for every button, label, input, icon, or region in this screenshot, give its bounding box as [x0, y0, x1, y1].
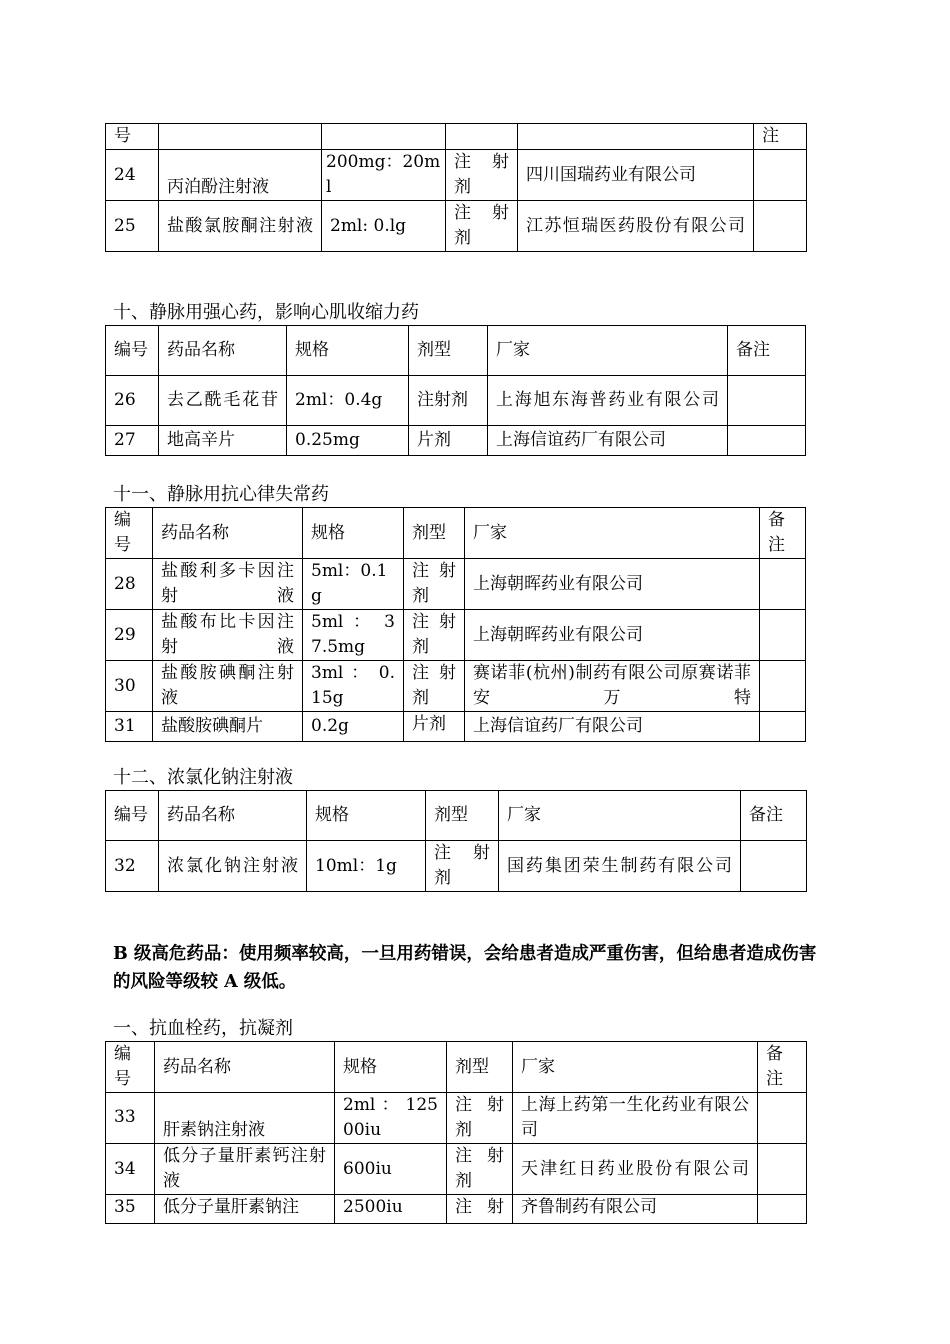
table-continuation: [105, 123, 807, 252]
table-row: 35 低分子量肝素钠注 2500iu 注 射 齐鲁制药有限公司: [106, 1195, 807, 1224]
section11-table-wrap: [105, 507, 806, 742]
table-row: 28 盐酸利多卡因注射液 5ml：0.1g 注射剂 上海朝晖药业有限公司: [106, 559, 806, 610]
drug-table: [105, 507, 806, 742]
table-row: 31 盐酸胺碘酮片 0.2g 片剂 上海信谊药厂有限公司: [106, 712, 806, 742]
section-title: 十一、静脉用抗心律失常药: [113, 484, 329, 505]
table-row: 25 盐酸氯胺酮注射液 2ml: 0.lg 注 射 剂 江苏恒瑞医药股份有限公司: [106, 201, 807, 252]
b-level-description: B 级高危药品：使用频率较高，一旦用药错误，会给患者造成严重伤害，但给患者造成伤害的风险等级较 A 级低。: [113, 944, 817, 992]
drug-table: [105, 325, 806, 456]
table-row: 24 丙泊酚注射液 200mg：20ml 注 射 剂 四川国瑞药业有限公司: [106, 150, 807, 201]
drug-table: [105, 790, 807, 892]
table-row: 34 低分子量肝素钙注射液 600iu 注 射 剂 天津红日药业股份有限公司: [106, 1144, 807, 1195]
table-header: 编号 药品名称 规格 剂型 厂家 备注: [106, 1042, 807, 1093]
drug-table: [105, 1041, 807, 1224]
table-row: 27 地高辛片 0.25mg 片剂 上海信谊药厂有限公司: [106, 426, 806, 456]
table-row: 30 盐酸胺碘酮注射液 3ml ： 0.15g 注射剂 赛诺菲(杭州)制药有限公司原赛诺菲安万特: [106, 661, 806, 712]
table-header: 编号 药品名称 规格 剂型 厂家 备注: [106, 791, 807, 841]
section-title: 十二、浓氯化钠注射液: [113, 767, 293, 788]
table-row: 26 去乙酰毛花苷 2ml：0.4g 注射剂 上海旭东海普药业有限公司: [106, 376, 806, 426]
section10-table-wrap: [105, 325, 806, 456]
drug-table-continued: [105, 123, 807, 252]
table-header-tail: 号 注: [106, 124, 807, 150]
section12-table-wrap: [105, 790, 807, 892]
sectionB1-table-wrap: [105, 1041, 807, 1224]
section-title: 一、抗血栓药，抗凝剂: [113, 1018, 293, 1039]
table-header: 编号 药品名称 规格 剂型 厂家 备注: [106, 326, 806, 376]
table-row: 29 盐酸布比卡因注射液 5ml ： 37.5mg 注射剂 上海朝晖药业有限公司: [106, 610, 806, 661]
section-title: 十、静脉用强心药，影响心肌收缩力药: [113, 302, 419, 323]
table-row: 32 浓氯化钠注射液 10ml：1g 注 射 剂 国药集团荣生制药有限公司: [106, 841, 807, 892]
table-header: 编号 药品名称 规格 剂型 厂家 备注: [106, 508, 806, 559]
table-row: 33 肝素钠注射液 2ml ： 12500iu 注 射 剂 上海上药第一生化药业有限公司: [106, 1093, 807, 1144]
